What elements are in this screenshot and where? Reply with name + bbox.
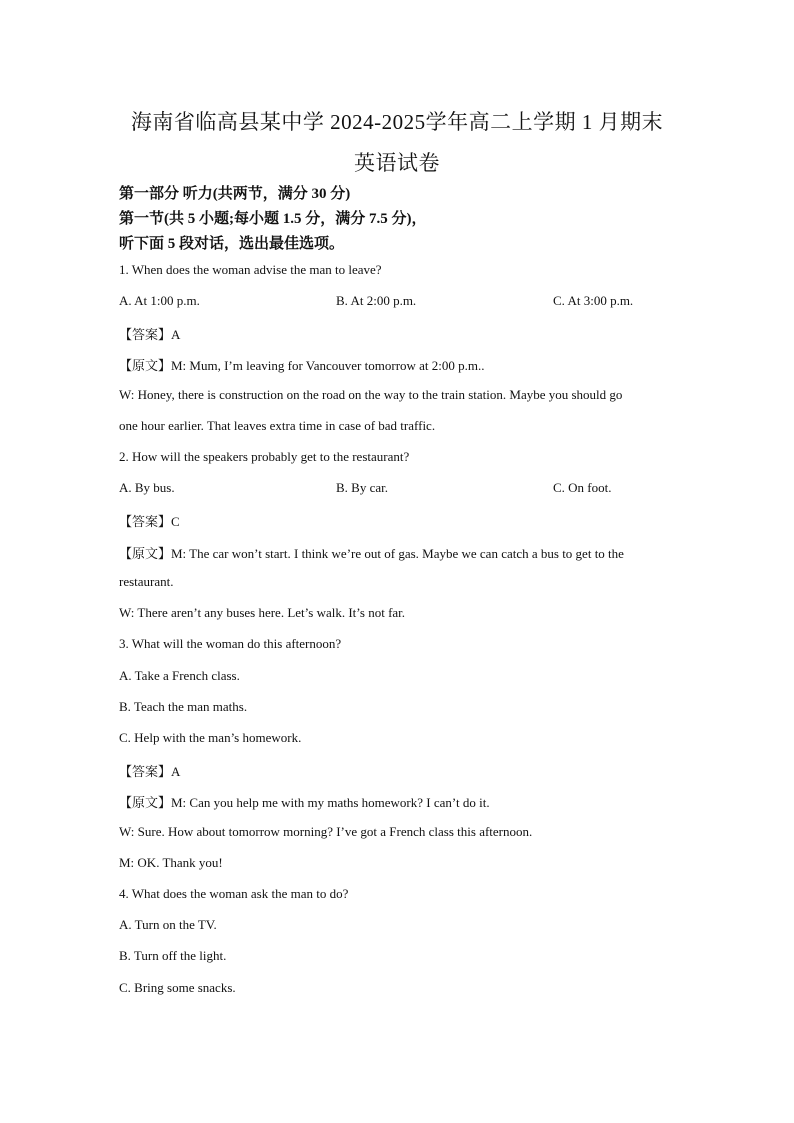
answer-label: 【答案】A <box>119 764 181 779</box>
exam-title-line-2: 英语试卷 <box>354 151 440 175</box>
transcript-line: W: There aren’t any buses here. Let’s walk. It’s not far. <box>119 605 406 620</box>
option-c: C. Help with the man’s homework. <box>119 730 302 745</box>
question-stem: 3. What will the woman do this afternoon? <box>119 636 342 651</box>
section-instruction: 听下面 5 段对话，选出最佳选项。 <box>119 236 345 252</box>
question-stem: 4. What does the woman ask the man to do? <box>119 886 349 901</box>
option-c: C. Bring some snacks. <box>119 980 236 995</box>
section-heading: 第一节(共 5 小题;每小题 1.5 分，满分 7.5 分)， <box>119 211 427 227</box>
transcript-line: W: Sure. How about tomorrow morning? I’ve got a French class this afternoon. <box>119 824 533 839</box>
part-heading: 第一部分 听力(共两节，满分 30 分) <box>119 186 351 202</box>
option-b: B. Turn off the light. <box>119 948 227 963</box>
option-b: B. By car. <box>336 480 388 495</box>
option-a: A. By bus. <box>119 480 175 495</box>
transcript-line: one hour earlier. That leaves extra time in case of bad traffic. <box>119 418 436 433</box>
option-a: A. At 1:00 p.m. <box>119 293 200 308</box>
option-b: B. Teach the man maths. <box>119 699 248 714</box>
option-b: B. At 2:00 p.m. <box>336 293 417 308</box>
transcript-line: 【原文】M: Can you help me with my maths homework? I can’t do it. <box>119 795 490 810</box>
transcript-line: 【原文】M: Mum, I’m leaving for Vancouver tomorrow at 2:00 p.m.. <box>119 358 485 373</box>
option-a: A. Take a French class. <box>119 668 240 683</box>
transcript-line: 【原文】M: The car won’t start. I think we’re out of gas. Maybe we can catch a bus to get to the <box>119 546 624 561</box>
option-c: C. On foot. <box>553 480 612 495</box>
transcript-line: M: OK. Thank you! <box>119 855 223 870</box>
question-stem: 2. How will the speakers probably get to the restaurant? <box>119 449 410 464</box>
exam-title-line-1: 海南省临高县某中学 2024-2025学年高二上学期 1 月期末 <box>130 110 664 134</box>
answer-label: 【答案】C <box>119 514 180 529</box>
option-a: A. Turn on the TV. <box>119 917 217 932</box>
answer-label: 【答案】A <box>119 327 181 342</box>
question-stem: 1. When does the woman advise the man to leave? <box>119 262 382 277</box>
option-c: C. At 3:00 p.m. <box>553 293 634 308</box>
transcript-line: restaurant. <box>119 574 174 589</box>
transcript-line: W: Honey, there is construction on the road on the way to the train station. Maybe you should go <box>119 387 623 402</box>
